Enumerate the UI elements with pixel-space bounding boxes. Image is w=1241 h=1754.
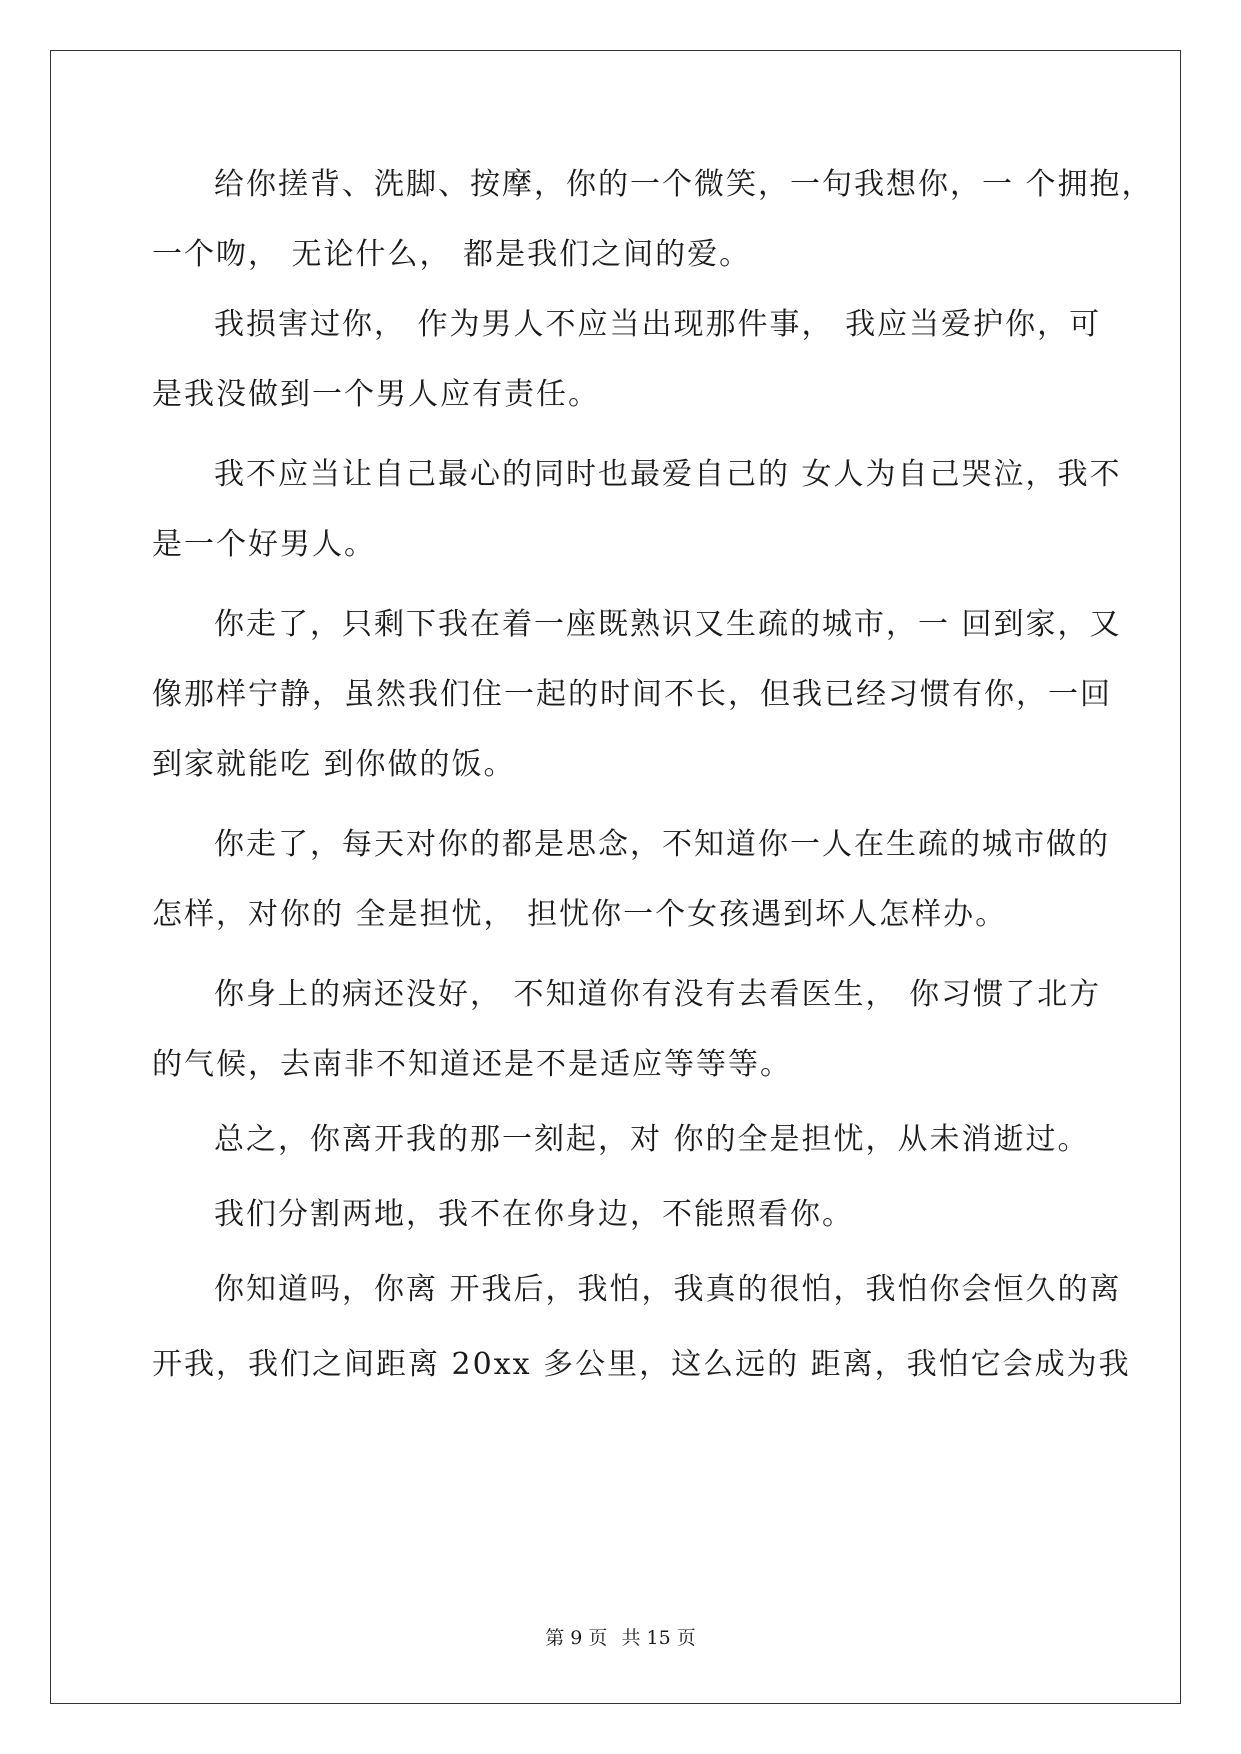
page-number: 第 9 页	[545, 1627, 608, 1649]
page-footer	[0, 1626, 1241, 1650]
text-line: 开我，我们之间距离 20xx 多公里，这么远的 距离，我怕它会成为我	[152, 1347, 1131, 1382]
page-total: 共 15 页	[621, 1627, 696, 1649]
text-line: 像那样宁静，虽然我们住一起的时间不长，但我已经习惯有你，一回	[152, 677, 1112, 712]
text-line: 你走了，只剩下我在着一座既熟识又生疏的城市，一 回到家，又	[214, 607, 1122, 642]
text-line: 一个吻， 无论什么， 都是我们之间的爱。	[152, 237, 752, 272]
text-line: 给你搓背、洗脚、按摩，你的一个微笑，一句我想你，一 个拥抱，	[214, 167, 1154, 202]
text-line: 到家就能吃 到你做的饭。	[152, 747, 516, 782]
text-line: 你走了，每天对你的都是思念，不知道你一人在生疏的城市做的	[214, 827, 1110, 862]
text-line: 我损害过你， 作为男人不应当出现那件事， 我应当爱护你，可	[214, 307, 1102, 342]
text-line: 怎样，对你的 全是担忧， 担忧你一个女孩遇到坏人怎样办。	[152, 897, 1008, 932]
text-line: 你身上的病还没好， 不知道你有没有去看医生， 你习惯了北方	[214, 977, 1102, 1012]
text-line: 是我没做到一个男人应有责任。	[152, 377, 600, 412]
text-line: 我们分割两地，我不在你身边，不能照看你。	[214, 1197, 854, 1232]
text-line: 总之，你离开我的那一刻起，对 你的全是担忧，从未消逝过。	[214, 1122, 1090, 1157]
text-line: 你知道吗，你离 开我后，我怕，我真的很怕，我怕你会恒久的离	[214, 1272, 1122, 1307]
page-frame	[50, 50, 1181, 1704]
text-line: 的气候，去南非不知道还是不是适应等等等。	[152, 1047, 792, 1082]
text-line: 我不应当让自己最心的同时也最爱自己的 女人为自己哭泣，我不	[214, 457, 1122, 492]
text-line: 是一个好男人。	[152, 527, 376, 562]
